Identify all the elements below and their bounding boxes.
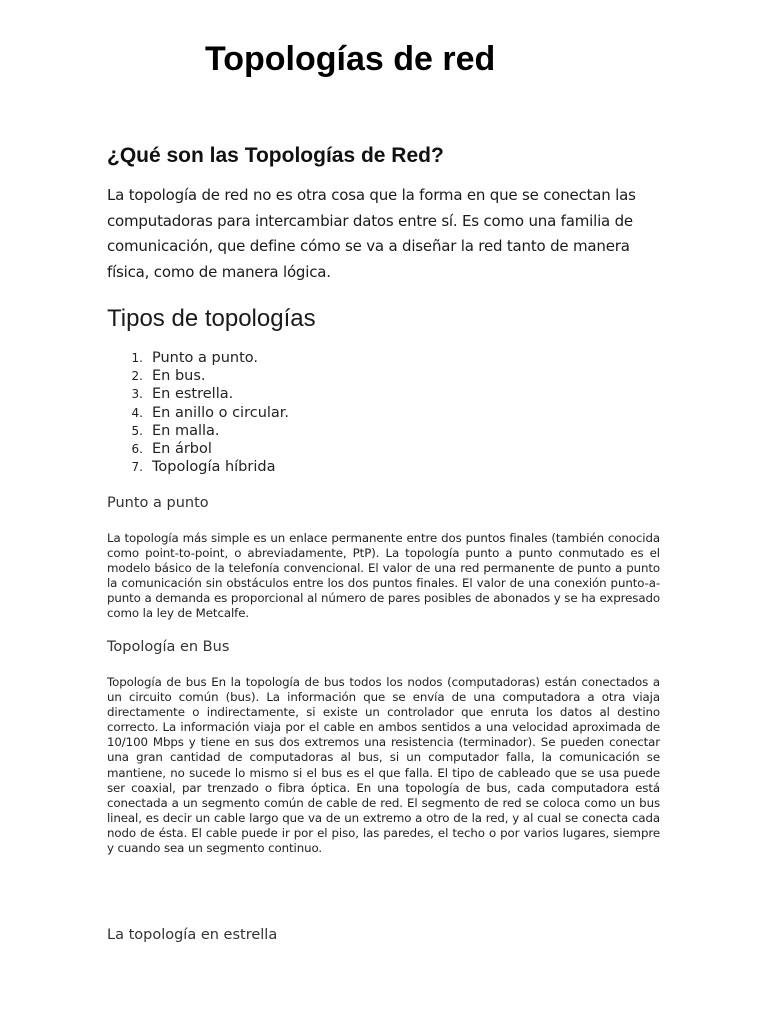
topology-types-list [107,349,289,476]
list-number: 2. [131,369,143,384]
list-number: 5. [131,423,143,438]
section-body-bus: Topología de bus En la topología de bus todos los nodos (computadoras) están conectados a un circuito común (bus). La información que se envía de una computadora a otra viaja directamente o indirectamente, si existe un controlador que enruta los datos al destino correcto. La información viaja por el cable en ambos sentidos a una velocidad aproximada de 10/100 Mbps y tiene en sus dos extremos una resistencia (terminador). Se pueden conectar una gran cantidad de computadoras al bus, si un computador falla, la comunicación se mantiene, no sucede lo mismo si el bus es el que falla. El tipo de cableado que se usa puede ser coaxial, par trenzado o fibra óptica. En una topología de bus, cada computadora está conectada a un segmento común de cable de red. El segmento de red se coloca como un bus lineal, es decir un cable largo que va de un extremo a otro de la red, y al cual se conecta cada nodo de ésta. El cable puede ir por el piso, las paredes, el techo o por varios lugares, siempre y cuando sea un segmento continuo. [107,675,660,856]
list-number: 7. [131,460,143,475]
list-item [107,349,289,367]
section-heading-estrella: La topología en estrella [107,927,278,943]
list-item [107,458,289,476]
list-item [107,440,289,458]
list-item-label: En bus. [152,368,206,385]
list-item-label: En anillo o circular. [152,404,290,421]
list-item-label: En estrella. [152,386,234,403]
list-number: 6. [131,442,143,457]
intro-paragraph: La topología de red no es otra cosa que la forma en que se conectan las computadoras para intercambiar datos entre sí. Es como una familia de comunicación, que define cómo se va a diseñar la red tanto de manera física, como de manera lógica. [107,186,636,281]
list-item [107,367,289,385]
section-heading-bus: Topología en Bus [107,639,230,655]
section-body-punto-a-punto: La topología más simple es un enlace permanente entre dos puntos finales (también conocida como point-to-point, o abreviadamente, PtP). La topología punto a punto conmutado es el modelo básico de la telefonía convencional. El valor de una red permanente de punto a punto la comunicación sin obstáculos entre los dos puntos finales. El valor de una conexión punto-a-punto a demanda es proporcional al número de pares posibles de abonados y se ha expresado como la ley de Metcalfe. [107,531,660,621]
list-number: 4. [131,405,143,420]
list-item [107,422,289,440]
list-number: 1. [131,351,143,365]
question-heading: ¿Qué son las Topologías de Red? [107,144,444,167]
list-item-label: En malla. [152,422,220,439]
list-item [107,385,289,403]
section-heading-punto-a-punto: Punto a punto [107,495,209,511]
types-heading: Tipos de topologías [107,305,316,332]
list-item-label: En árbol [152,441,212,458]
list-item-label: Punto a punto. [152,350,259,366]
list-number: 3. [131,387,143,402]
document-title: Topologías de red [205,40,496,78]
list-item [107,404,289,422]
list-item-label: Topología híbrida [152,459,276,476]
